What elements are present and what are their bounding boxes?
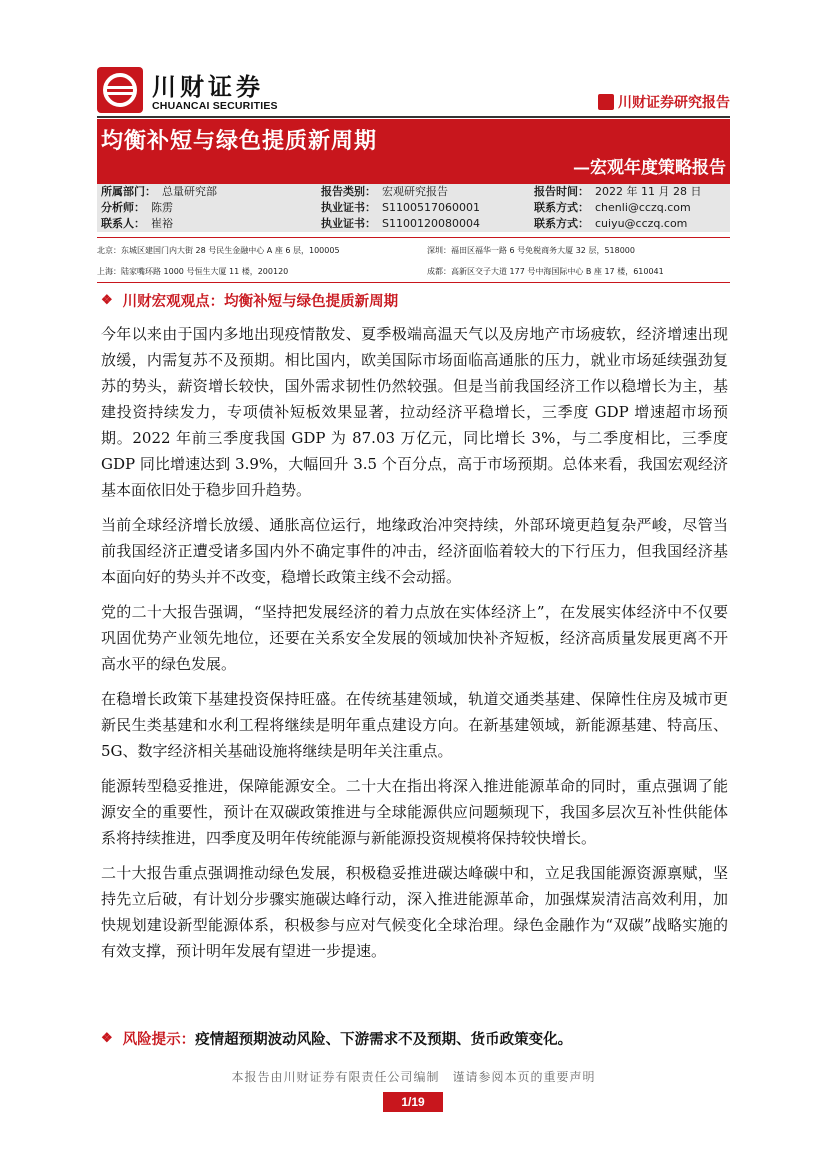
section-heading bbox=[101, 290, 398, 311]
info-cell bbox=[321, 216, 534, 232]
risk-label: 风险提示： bbox=[122, 1031, 196, 1048]
info-label: 执业证书： bbox=[321, 217, 376, 230]
paragraph: 党的二十大报告强调，“坚持把发展经济的着力点放在实体经济上”，在发展实体经济中不仅要巩固优势产业领先地位，还要在关系安全发展的领域加快补齐短板，经济高质量发展更离不开高水平的绿色发展。 bbox=[101, 603, 728, 673]
info-value: S1100120080004 bbox=[382, 217, 480, 230]
company-logo bbox=[97, 67, 143, 113]
info-label: 所属部门： bbox=[101, 185, 156, 198]
address-chengdu: 成都：高新区交子大道 177 号中海国际中心 B 座 17 楼，610041 bbox=[427, 267, 664, 276]
info-cell bbox=[321, 200, 534, 216]
address-row bbox=[97, 240, 730, 261]
report-tag-label: 川财证券研究报告 bbox=[618, 95, 730, 111]
header-rule bbox=[97, 116, 730, 118]
info-value: 总量研究部 bbox=[162, 185, 217, 198]
info-value: 2022 年 11 月 28 日 bbox=[595, 185, 702, 198]
info-table bbox=[97, 184, 730, 232]
info-label: 联系人： bbox=[101, 217, 145, 230]
address-shanghai: 上海：陆家嘴环路 1000 号恒生大厦 11 楼，200120 bbox=[97, 267, 289, 276]
info-label: 联系方式： bbox=[534, 217, 589, 230]
info-row bbox=[97, 216, 730, 232]
diamond-bullet-icon: ❖ bbox=[101, 293, 113, 308]
address-block bbox=[97, 240, 730, 282]
info-value[interactable]: chenli@cczq.com bbox=[595, 201, 691, 214]
info-cell bbox=[534, 216, 730, 232]
report-subtitle: —宏观年度策略报告 bbox=[573, 158, 726, 178]
info-value: 宏观研究报告 bbox=[382, 185, 448, 198]
paragraph: 当前全球经济增长放缓、通胀高位运行，地缘政治冲突持续，外部环境更趋复杂严峻，尽管当前我国经济正遭受诸多国内外不确定事件的冲击，经济面临着较大的下行压力，但我国经济基本面向好的势头并不改变，稳增长政策主线不会动摇。 bbox=[101, 516, 728, 586]
paragraph: 今年以来由于国内多地出现疫情散发、夏季极端高温天气以及房地产市场疲软，经济增速出现放缓，内需复苏不及预期。相比国内，欧美国际市场面临高通胀的压力，就业市场延续强劲复苏的势头，薪资增长较快，国外需求韧性仍然较强。但是当前我国经济工作以稳增长为主，基建投资持续发力，专项债补短板效果显著，拉动经济平稳增长，三季度 GDP 增速超市场预期。2022 年前三季度我国 GDP 为 87.03 万亿元，同比增长 3%，与二季度相比，三季度 GDP 同比增速达到 3.9%，大幅回升 3.5 个百分点，高于市场预期。总体来看，我国宏观经济基本面依旧处于稳步回升趋势。 bbox=[101, 325, 728, 499]
company-name-cn: 川财证券 bbox=[152, 72, 264, 101]
address-rule-bottom bbox=[97, 282, 730, 283]
info-row bbox=[97, 200, 730, 216]
address-shenzhen: 深圳：福田区福华一路 6 号免税商务大厦 32 层，518000 bbox=[427, 246, 635, 255]
footer-disclaimer: 本报告由川财证券有限责任公司编制 谨请参阅本页的重要声明 bbox=[231, 1070, 596, 1084]
logo-mini-icon bbox=[598, 94, 614, 110]
info-label: 报告类别： bbox=[321, 185, 376, 198]
paragraph: 二十大报告重点强调推动绿色发展，积极稳妥推进碳达峰碳中和，立足我国能源资源禀赋，坚持先立后破，有计划分步骤实施碳达峰行动，深入推进能源革命，加强煤炭清洁高效利用，加快规划建设新型能源体系，积极参与应对气候变化全球治理。绿色金融作为“双碳”战略实施的有效支撑，预计明年发展有望进一步提速。 bbox=[101, 864, 728, 960]
info-row bbox=[97, 184, 730, 200]
info-value: 崔裕 bbox=[151, 217, 173, 230]
company-name-en: CHUANCAI SECURITIES bbox=[152, 100, 278, 112]
address-row bbox=[97, 261, 730, 282]
address-beijing: 北京：东城区建国门内大街 28 号民生金融中心 A 座 6 层，100005 bbox=[97, 246, 340, 255]
info-cell bbox=[97, 200, 321, 216]
risk-note bbox=[101, 1028, 572, 1049]
page-number: 1/19 bbox=[383, 1092, 443, 1112]
info-cell bbox=[534, 200, 730, 216]
body-text bbox=[101, 321, 728, 973]
info-label: 报告时间： bbox=[534, 185, 589, 198]
info-value: S1100517060001 bbox=[382, 201, 480, 214]
paragraph: 在稳增长政策下基建投资保持旺盛。在传统基建领域，轨道交通类基建、保障性住房及城市更新民生类基建和水利工程将继续是明年重点建设方向。在新基建领域，新能源基建、特高压、5G、数字经济相关基础设施将继续是明年关注重点。 bbox=[101, 690, 728, 760]
info-cell bbox=[534, 184, 730, 200]
info-cell bbox=[97, 216, 321, 232]
info-cell bbox=[97, 184, 321, 200]
info-label: 分析师： bbox=[101, 201, 145, 214]
info-value[interactable]: cuiyu@cczq.com bbox=[595, 217, 688, 230]
risk-text: 疫情超预期波动风险、下游需求不及预期、货币政策变化。 bbox=[195, 1031, 573, 1048]
diamond-bullet-icon: ❖ bbox=[101, 1031, 113, 1046]
address-rule-top bbox=[97, 237, 730, 238]
section-heading-text: 川财宏观观点：均衡补短与绿色提质新周期 bbox=[122, 293, 399, 310]
report-title: 均衡补短与绿色提质新周期 bbox=[101, 128, 378, 154]
report-tag bbox=[598, 92, 730, 112]
paragraph: 能源转型稳妥推进，保障能源安全。二十大在指出将深入推进能源革命的同时，重点强调了能源安全的重要性，预计在双碳政策推进与全球能源供应问题频现下，我国多层次互补性供能体系将持续推进，四季度及明年传统能源与新能源投资规模将保持较快增长。 bbox=[101, 777, 728, 847]
info-label: 联系方式： bbox=[534, 201, 589, 214]
info-cell bbox=[321, 184, 534, 200]
info-label: 执业证书： bbox=[321, 201, 376, 214]
info-value: 陈雳 bbox=[151, 201, 173, 214]
